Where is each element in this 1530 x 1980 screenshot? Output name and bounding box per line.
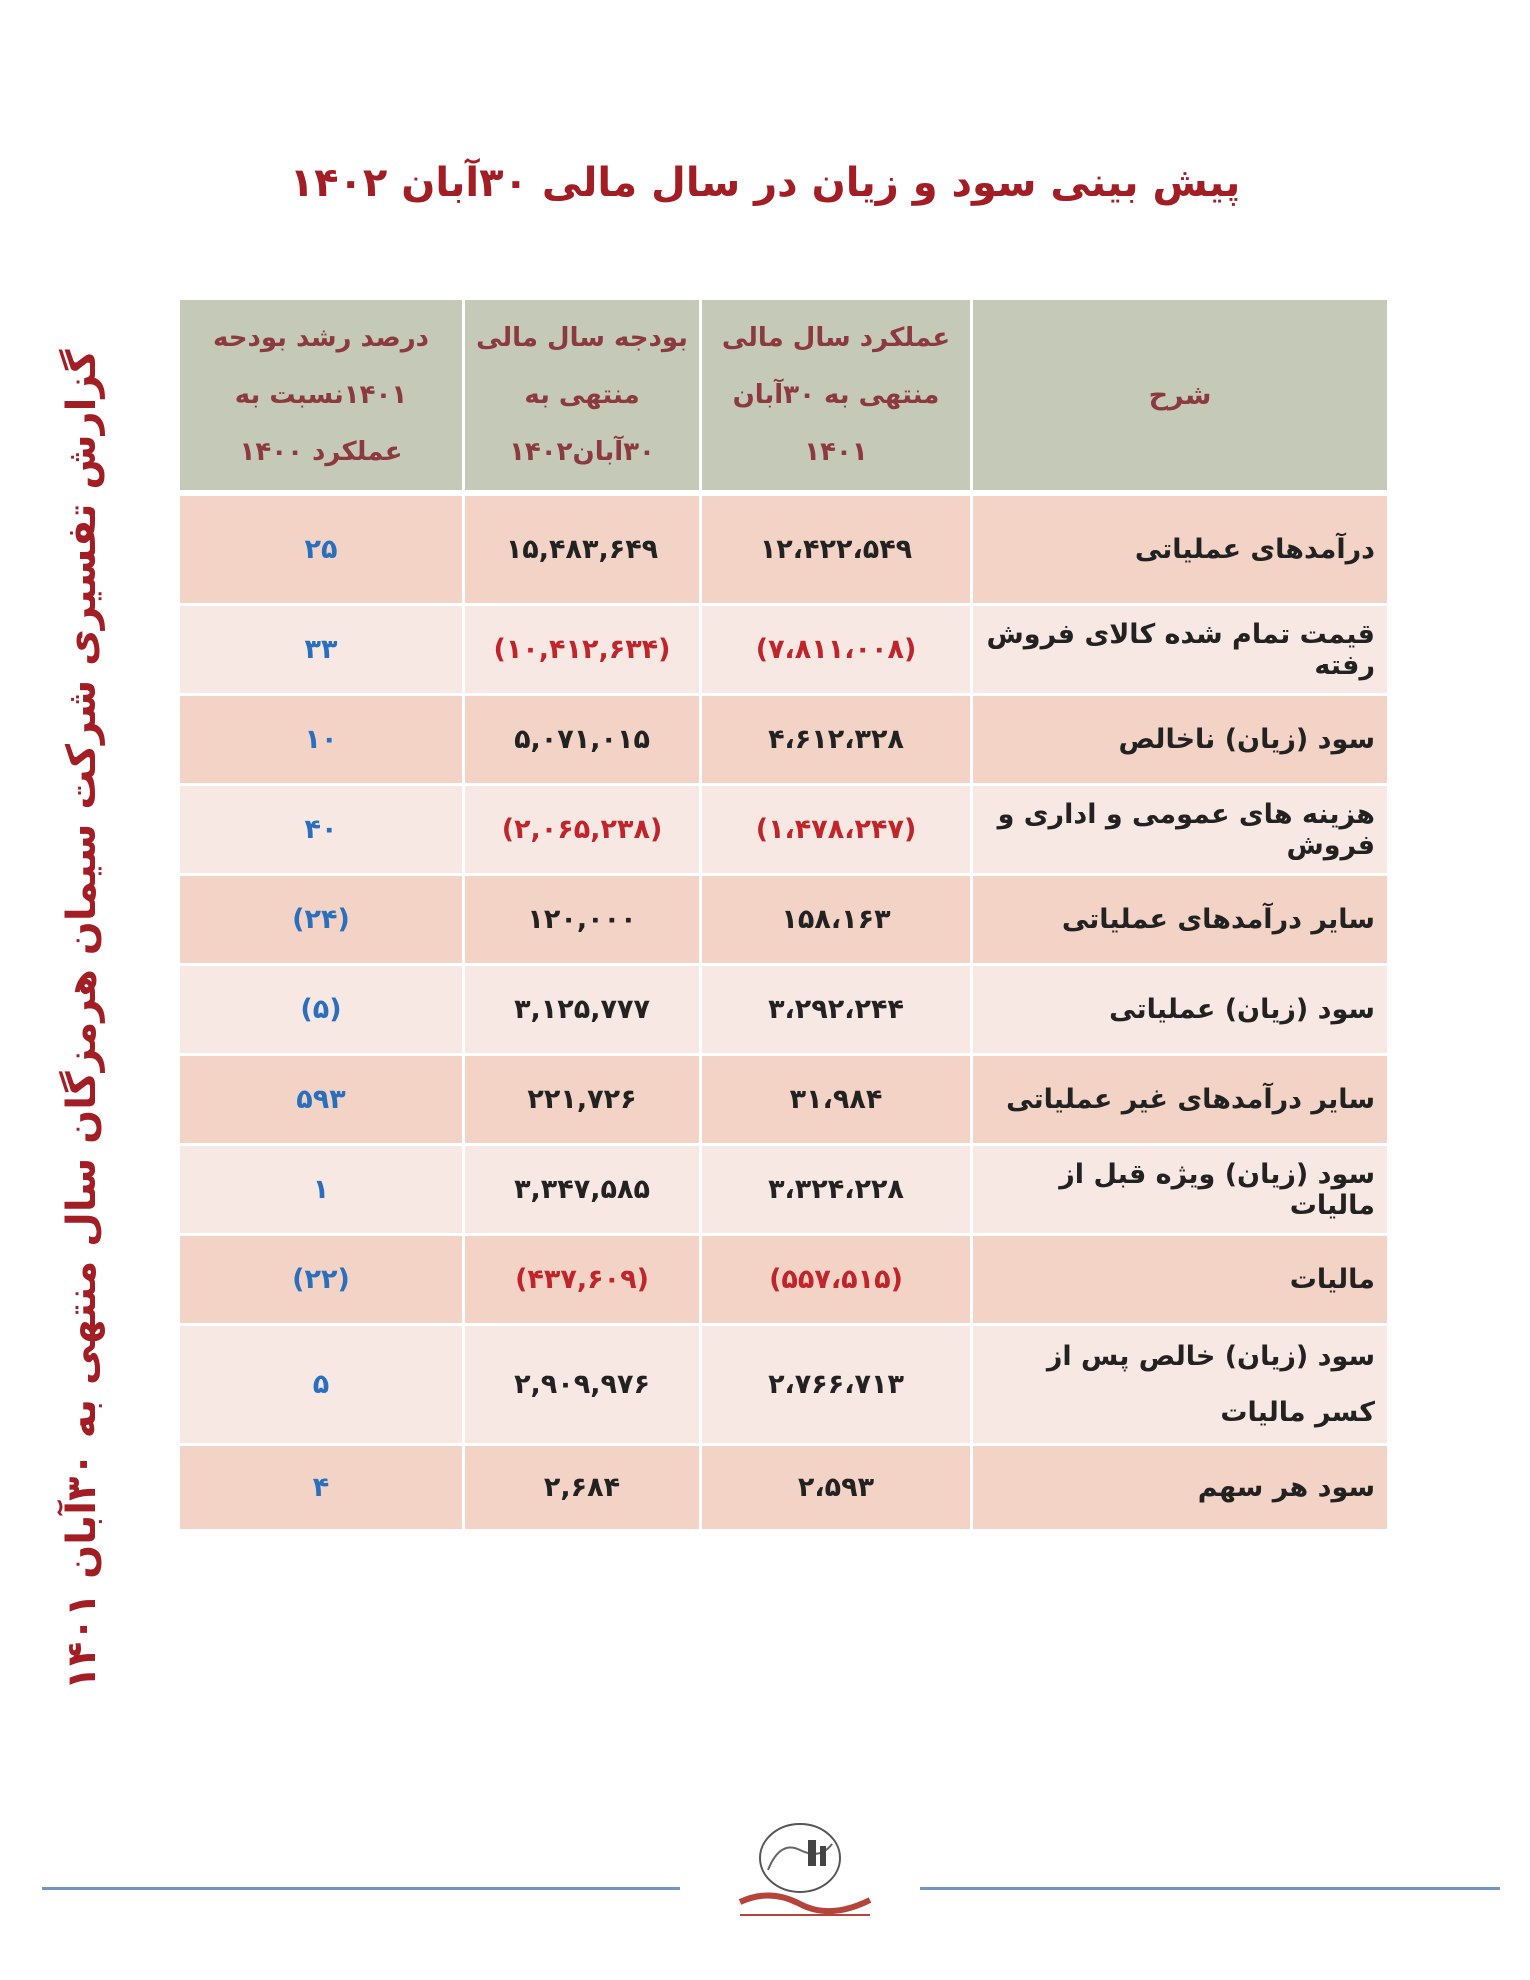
header-budget-line-1: بودجه سال مالی xyxy=(476,322,688,353)
row-budget: ۲,۶۸۴ xyxy=(465,1446,699,1532)
row-growth: ۲۵ xyxy=(180,496,462,606)
row-actual: ۱۲،۴۲۲،۵۴۹ xyxy=(702,496,970,606)
row-description: سایر درآمدهای عملیاتی xyxy=(973,876,1387,966)
row-budget: (۱۰,۴۱۲,۶۳۴) xyxy=(465,606,699,696)
row-growth: ۱۰ xyxy=(180,696,462,786)
row-growth: ۵۹۳ xyxy=(180,1056,462,1146)
row-actual: ۲،۷۶۶،۷۱۳ xyxy=(702,1326,970,1446)
row-growth: (۲۴) xyxy=(180,876,462,966)
row-description: درآمدهای عملیاتی xyxy=(973,496,1387,606)
row-budget: (۴۳۷,۶۰۹) xyxy=(465,1236,699,1326)
row-actual: ۴،۶۱۲،۳۲۸ xyxy=(702,696,970,786)
row-description: سایر درآمدهای غیر عملیاتی xyxy=(973,1056,1387,1146)
row-growth: ۴ xyxy=(180,1446,462,1532)
row-growth: ۱ xyxy=(180,1146,462,1236)
table-header-row xyxy=(180,300,1387,496)
row-description: سود (زیان) ناخالص xyxy=(973,696,1387,786)
row-description: مالیات xyxy=(973,1236,1387,1326)
header-budget-line-3: ۳۰آبان۱۴۰۲ xyxy=(509,436,655,467)
table-row xyxy=(180,1236,1387,1326)
row-description: سود (زیان) عملیاتی xyxy=(973,966,1387,1056)
row-actual: ۱۵۸،۱۶۳ xyxy=(702,876,970,966)
row-actual: (۱،۴۷۸،۲۴۷) xyxy=(702,786,970,876)
header-budget-line-2: منتهی به xyxy=(524,379,640,410)
table-row xyxy=(180,966,1387,1056)
company-logo xyxy=(680,1810,920,1940)
row-actual: (۵۵۷،۵۱۵) xyxy=(702,1236,970,1326)
profit-loss-forecast-table xyxy=(177,300,1390,1532)
row-actual: ۳،۳۲۴،۲۲۸ xyxy=(702,1146,970,1236)
table-row xyxy=(180,606,1387,696)
header-actual-line-2: منتهی به ۳۰آبان xyxy=(732,379,940,410)
table-row xyxy=(180,1146,1387,1236)
footer-divider-right xyxy=(920,1887,1500,1890)
table-row xyxy=(180,786,1387,876)
row-budget: ۱۵,۴۸۳,۶۴۹ xyxy=(465,496,699,606)
row-budget: ۱۲۰,۰۰۰ xyxy=(465,876,699,966)
row-growth: ۳۳ xyxy=(180,606,462,696)
header-budget-1402 xyxy=(465,300,699,496)
header-growth-line-2: ۱۴۰۱نسبت به xyxy=(234,379,408,410)
row-actual: (۷،۸۱۱،۰۰۸) xyxy=(702,606,970,696)
row-budget: ۲۲۱,۷۲۶ xyxy=(465,1056,699,1146)
row-actual: ۳،۲۹۲،۲۴۴ xyxy=(702,966,970,1056)
table-row xyxy=(180,876,1387,966)
table-row xyxy=(180,696,1387,786)
row-description: هزینه های عمومی و اداری و فروش xyxy=(973,786,1387,876)
header-description: شرح xyxy=(973,300,1387,496)
page-title: پیش بینی سود و زیان در سال مالی ۳۰آبان ۱۴۰۲ xyxy=(289,160,1241,206)
hormozgan-cement-logo-icon xyxy=(680,1810,920,1940)
row-budget: ۵,۰۷۱,۰۱۵ xyxy=(465,696,699,786)
table-row xyxy=(180,1056,1387,1146)
row-actual: ۲،۵۹۳ xyxy=(702,1446,970,1532)
row-description: سود (زیان) ویژه قبل از مالیات xyxy=(973,1146,1387,1236)
row-description: سود (زیان) خالص پس از کسر مالیات xyxy=(973,1326,1387,1446)
header-actual-1401 xyxy=(702,300,970,496)
row-budget: (۲,۰۶۵,۲۳۸) xyxy=(465,786,699,876)
row-growth: ۵ xyxy=(180,1326,462,1446)
row-actual: ۳۱،۹۸۴ xyxy=(702,1056,970,1146)
table-row xyxy=(180,1446,1387,1532)
row-budget: ۳,۳۴۷,۵۸۵ xyxy=(465,1146,699,1236)
header-growth-line-1: درصد رشد بودحه xyxy=(212,322,430,353)
row-growth: (۵) xyxy=(180,966,462,1056)
row-growth: ۴۰ xyxy=(180,786,462,876)
table-row xyxy=(180,1326,1387,1446)
header-growth-percent xyxy=(180,300,462,496)
table-row xyxy=(180,496,1387,606)
header-actual-line-1: عملکرد سال مالی xyxy=(721,322,951,353)
side-report-title: گزارش تفسیری شرکت سیمان هرمزگان سال منتهی به ۳۰آبان ۱۴۰۱ xyxy=(59,349,105,1691)
row-description: سود هر سهم xyxy=(973,1446,1387,1532)
header-actual-line-3: ۱۴۰۱ xyxy=(804,436,868,467)
row-growth: (۲۲) xyxy=(180,1236,462,1326)
row-budget: ۲,۹۰۹,۹۷۶ xyxy=(465,1326,699,1446)
footer-divider-left xyxy=(42,1887,680,1890)
row-budget: ۳,۱۲۵,۷۷۷ xyxy=(465,966,699,1056)
row-description: قیمت تمام شده کالای فروش رفته xyxy=(973,606,1387,696)
header-growth-line-3: عملکرد ۱۴۰۰ xyxy=(239,436,403,467)
